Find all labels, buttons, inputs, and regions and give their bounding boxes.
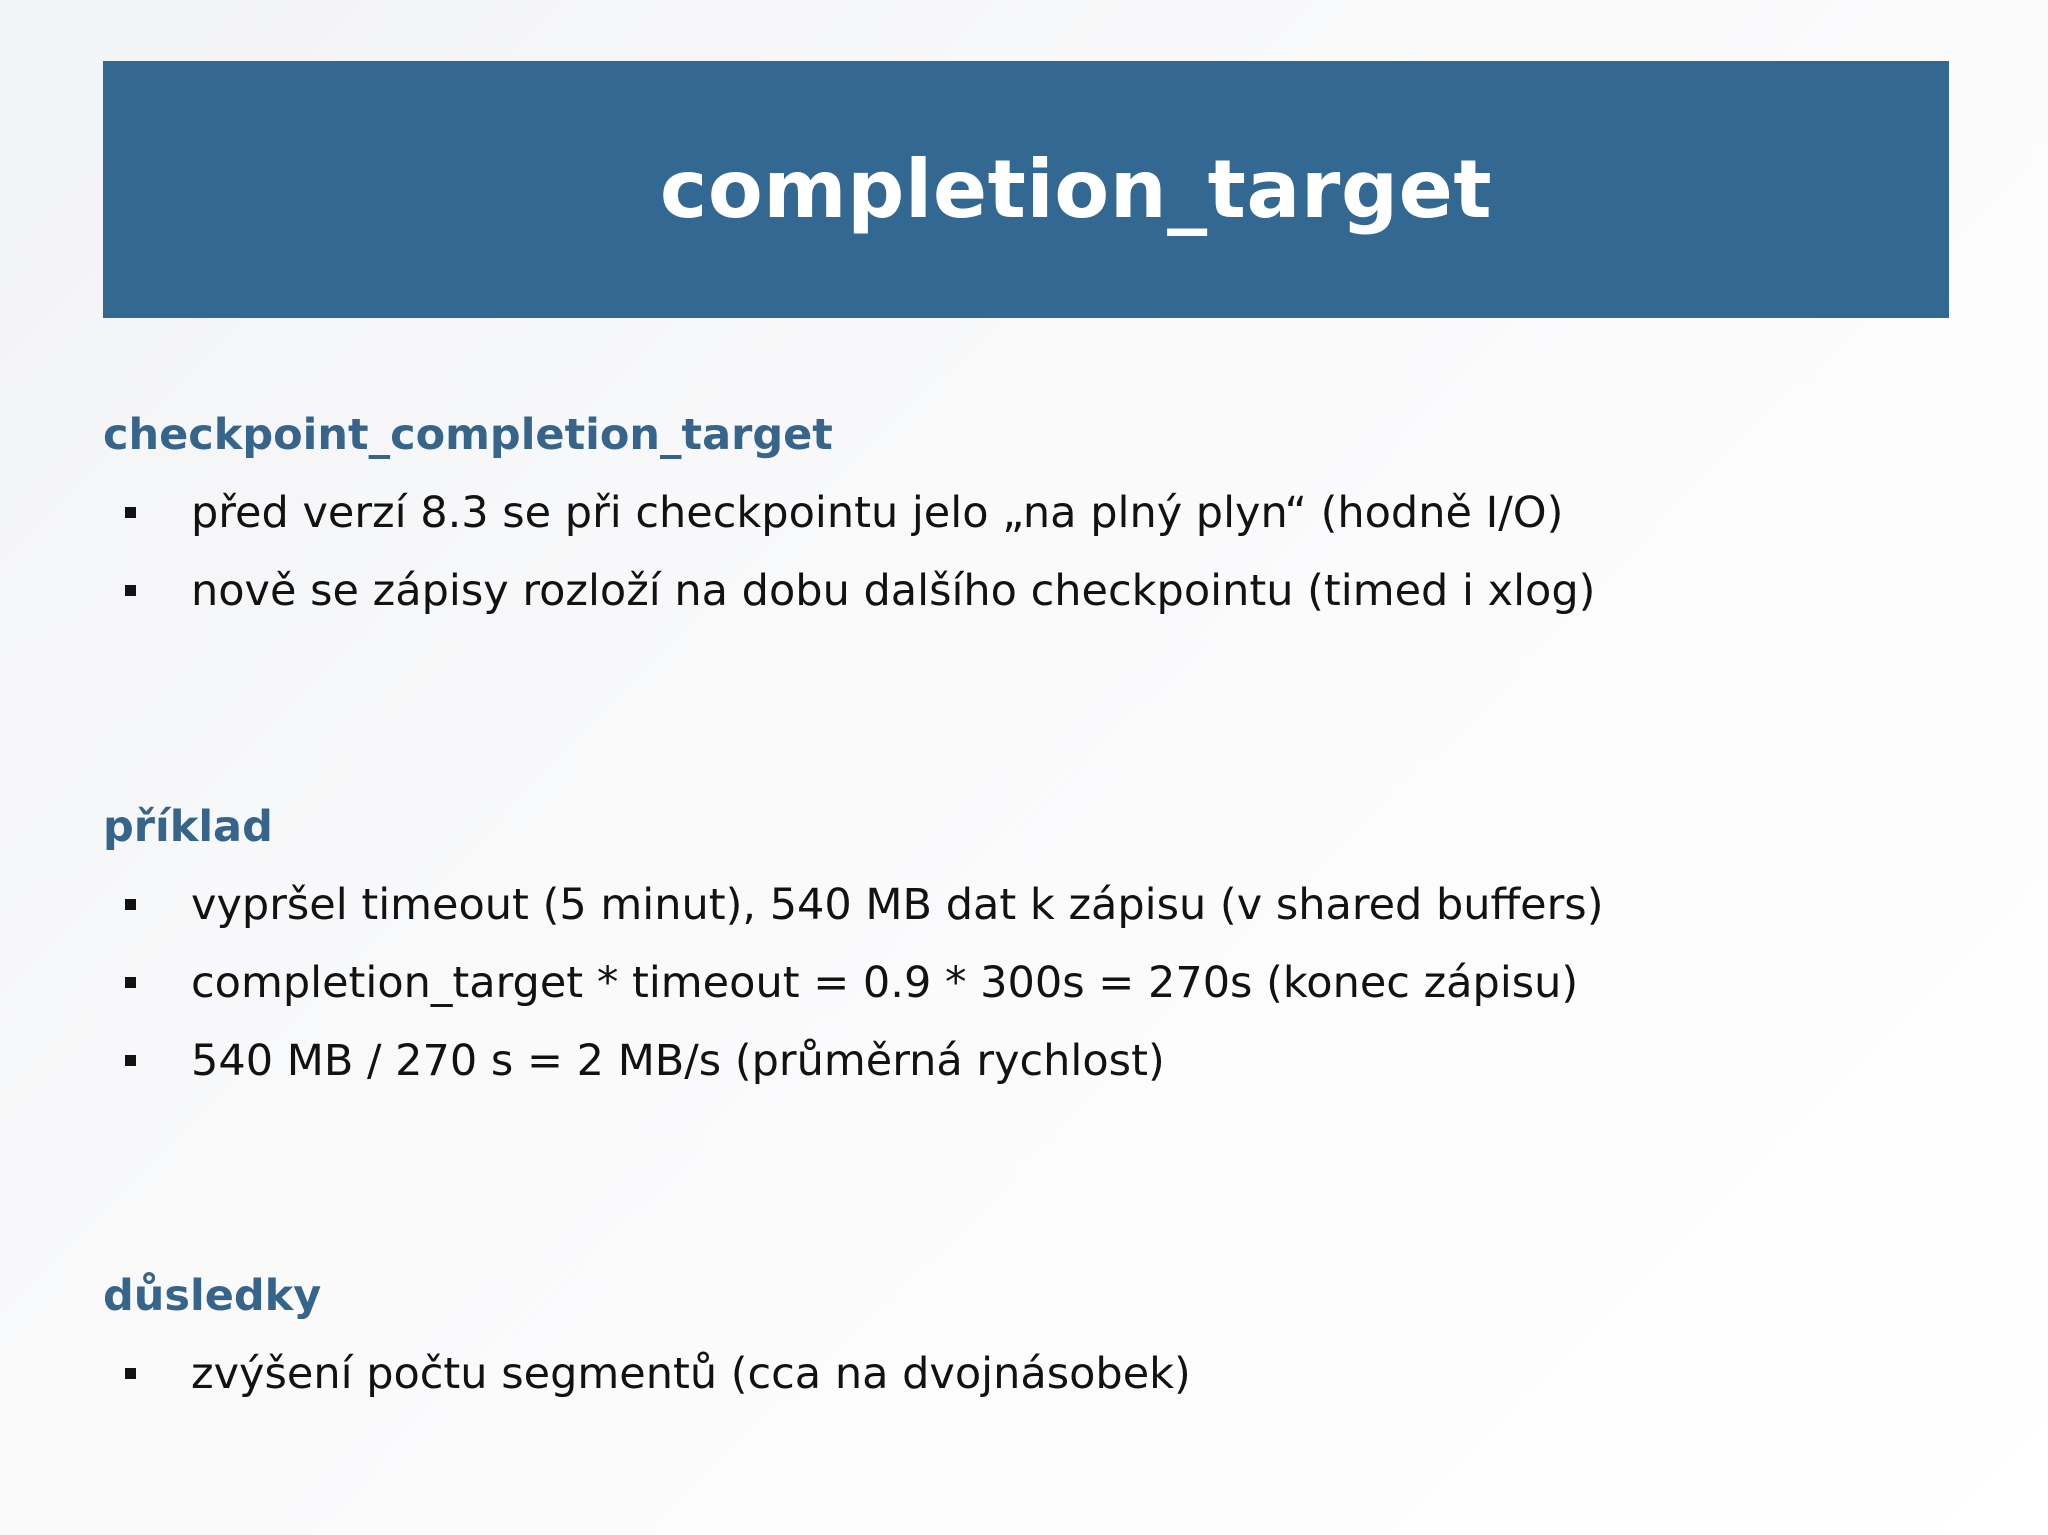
bullet-text: zvýšení počtu segmentů (cca na dvojnásobek) bbox=[191, 1349, 1191, 1399]
square-bullet-icon bbox=[125, 977, 136, 988]
bullet-item bbox=[103, 1022, 1903, 1100]
section-priklad bbox=[103, 788, 1903, 1100]
bullet-text: nově se zápisy rozloží na dobu dalšího checkpointu (timed i xlog) bbox=[191, 566, 1596, 616]
section-heading: checkpoint_completion_target bbox=[103, 410, 833, 460]
spacer bbox=[103, 630, 1903, 788]
square-bullet-icon bbox=[125, 1368, 136, 1379]
bullet-list bbox=[103, 866, 1903, 1100]
bullet-item bbox=[103, 1335, 1903, 1413]
bullet-list bbox=[103, 1335, 1903, 1413]
title-bar bbox=[103, 61, 1949, 318]
bullet-list bbox=[103, 474, 1903, 630]
bullet-item bbox=[103, 866, 1903, 944]
bullet-item bbox=[103, 552, 1903, 630]
square-bullet-icon bbox=[125, 507, 136, 518]
section-checkpoint-completion-target bbox=[103, 396, 1903, 630]
section-heading: příklad bbox=[103, 802, 273, 852]
slide-content bbox=[103, 396, 1903, 1413]
section-heading: důsledky bbox=[103, 1271, 322, 1321]
slide-title: completion_target bbox=[659, 143, 1493, 236]
square-bullet-icon bbox=[125, 585, 136, 596]
bullet-text: před verzí 8.3 se při checkpointu jelo „na plný plyn“ (hodně I/O) bbox=[191, 488, 1564, 538]
bullet-text: completion_target * timeout = 0.9 * 300s = 270s (konec zápisu) bbox=[191, 958, 1579, 1008]
bullet-item bbox=[103, 944, 1903, 1022]
bullet-text: 540 MB / 270 s = 2 MB/s (průměrná rychlost) bbox=[191, 1036, 1165, 1086]
spacer bbox=[103, 1100, 1903, 1257]
section-dusledky bbox=[103, 1257, 1903, 1413]
bullet-item bbox=[103, 474, 1903, 552]
square-bullet-icon bbox=[125, 899, 136, 910]
bullet-text: vypršel timeout (5 minut), 540 MB dat k zápisu (v shared buffers) bbox=[191, 880, 1604, 930]
square-bullet-icon bbox=[125, 1055, 136, 1066]
